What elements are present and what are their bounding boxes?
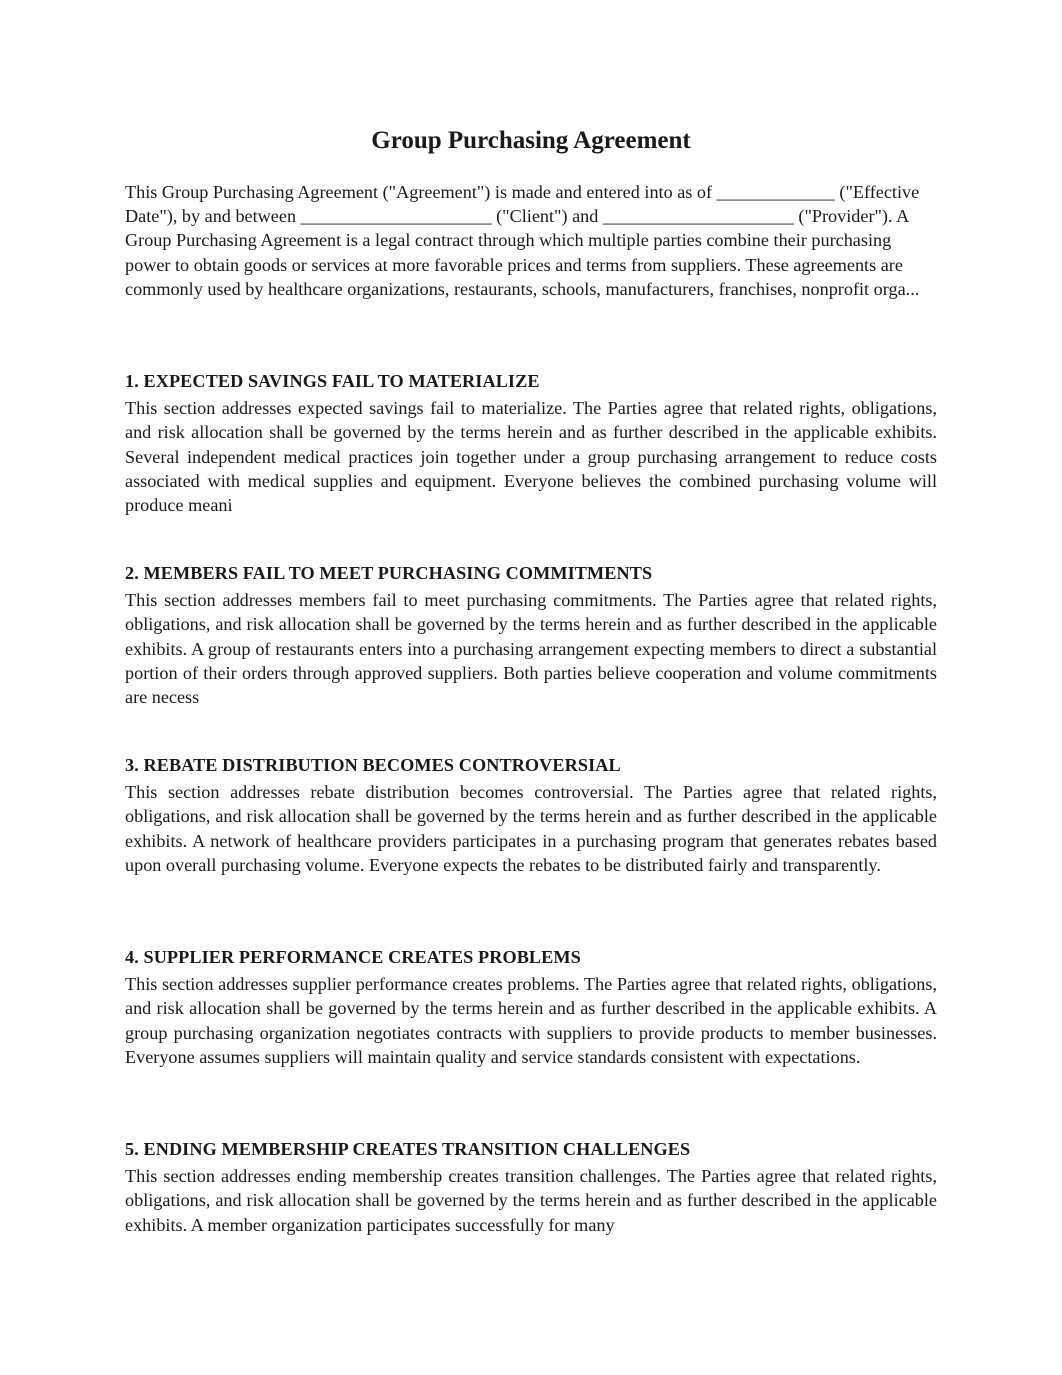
section-body: This section addresses expected savings fail to materialize. The Parties agree that related rights, obligations, and risk allocation shall be governed by the terms herein and as further described in the applicable exhibits. Several independent medical practices join together under a group purchasing arrangement to reduce costs associated with medical supplies and equipment. Everyone believes the combined purchasing volume will produce meani (125, 398, 937, 516)
section-2 (125, 561, 937, 709)
intro-block (125, 180, 937, 301)
section-heading: 1. EXPECTED SAVINGS FAIL TO MATERIALIZE (125, 371, 540, 391)
section-heading: 2. MEMBERS FAIL TO MEET PURCHASING COMMITMENTS (125, 563, 653, 583)
section-5 (125, 1137, 937, 1237)
section-body: This section addresses rebate distribution becomes controversial. The Parties agree that related rights, obligations, and risk allocation shall be governed by the terms herein and as further described in the applicable exhibits. A network of healthcare providers participates in a purchasing program that generates rebates based upon overall purchasing volume. Everyone expects the rebates to be distributed fairly and transparently. (125, 782, 937, 875)
section-heading: 5. ENDING MEMBERSHIP CREATES TRANSITION CHALLENGES (125, 1139, 691, 1159)
intro-paragraph: This Group Purchasing Agreement ("Agreement") is made and entered into as of _____________ ("Effective Date"), by and between _____________________ ("Client") and _____________________ ("Provider"). A Group Purchasing Agreement is a legal contract through which multiple parties combine their purchasing power to obtain goods or services at more favorable prices and terms from suppliers. These agreements are commonly used by healthcare organizations, restaurants, schools, manufacturers, franchises, nonprofit orga... (125, 182, 920, 299)
section-3 (125, 753, 937, 877)
section-4 (125, 945, 937, 1069)
section-heading: 3. REBATE DISTRIBUTION BECOMES CONTROVERSIAL (125, 755, 621, 775)
section-1 (125, 369, 937, 517)
section-body: This section addresses ending membership creates transition challenges. The Parties agree that related rights, obligations, and risk allocation shall be governed by the terms herein and as further described in the applicable exhibits. A member organization participates successfully for many (125, 1166, 937, 1235)
document-title: Group Purchasing Agreement (371, 127, 691, 154)
section-body: This section addresses members fail to meet purchasing commitments. The Parties agree that related rights, obligations, and risk allocation shall be governed by the terms herein and as further described in the applicable exhibits. A group of restaurants enters into a purchasing arrangement expecting members to direct a substantial portion of their orders through approved suppliers. Both parties believe cooperation and volume commitments are necess (125, 590, 937, 708)
section-body: This section addresses supplier performance creates problems. The Parties agree that related rights, obligations, and risk allocation shall be governed by the terms herein and as further described in the applicable exhibits. A group purchasing organization negotiates contracts with suppliers to provide products to member businesses. Everyone assumes suppliers will maintain quality and service standards consistent with expectations. (125, 974, 937, 1067)
section-heading: 4. SUPPLIER PERFORMANCE CREATES PROBLEMS (125, 947, 581, 967)
